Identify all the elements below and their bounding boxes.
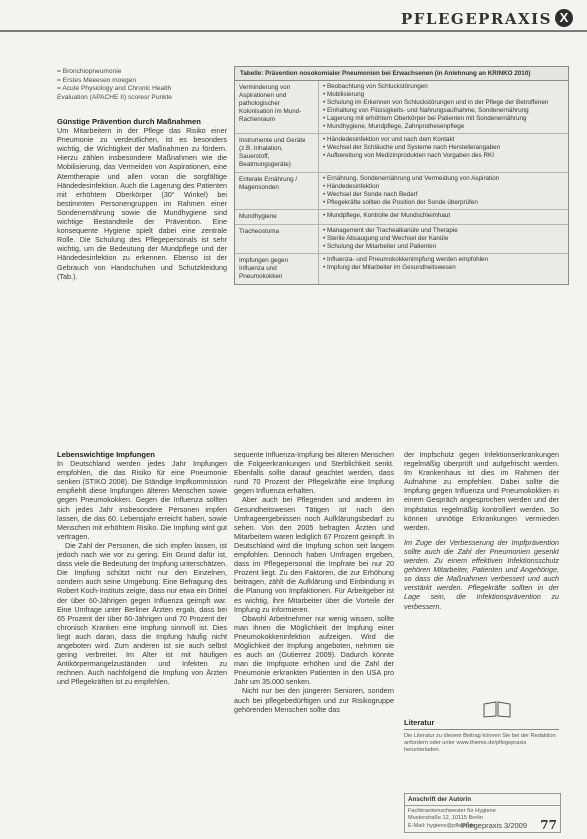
table-item: • Wechsel der Schläuche und Systeme nach Herstellerangaben: [323, 144, 564, 152]
list-item: = Bronchiopneumonie: [57, 68, 122, 75]
table-row-items: [319, 254, 568, 284]
journal-brand: PFLEGEPRAXIS: [400, 10, 552, 28]
table-item: • Aufbereitung von Medizinprodukten nach Vorgaben des RKI: [323, 152, 564, 160]
table-item: • Einhaltung von Flüssigkeits- und Nahrungsaufnahme, Sondenernährung: [323, 107, 564, 115]
table-item: • Händedesinfektion vor und nach dem Kontakt: [323, 136, 564, 144]
address-line: Fachkrankenschwester für Hygiene: [408, 808, 496, 815]
table-item: • Schulung der Mitarbeiter und Patienten: [323, 243, 564, 251]
table-row-label: Enterale Ernährung / Magensonden: [235, 173, 319, 209]
table-item: • Wechsel der Sonde nach Bedarf: [323, 191, 564, 199]
paragraph: Aber auch bei Pflegenden und anderen im Gesundheitswesen Tätigen ist nach den Umfrageergebnissen noch Aufklärungsbedarf zu sehen. Von den 2005 befragten Ärzten und Mitarbeitern waren lediglich 67 Prozent geimpft. In Deutschland wird die Impfung schon seit langem empfohlen. Dennoch haben Umfragen ergeben, dass im Pflegepersonal die Impfrate bei nur 20 Prozent liegt. Zu den Faktoren, die zur Erhöhung beitragen, zählt die Aufklärung und Einbindung in die Planung von Impfaktionen. Für Arbeitgeber ist es wichtig, ihre Mitarbeiter über die Vorteile der Impfung zu informieren.: [234, 495, 394, 614]
close-icon[interactable]: X: [555, 9, 573, 27]
paragraph: sequente Influenza-Impfung bei älteren Menschen die Folgeerkrankungen und Sterblichkeit senkt. Ebenfalls sollte darauf geachtet werden, dass rund 70 Prozent der Pflegekräfte eine Impfung gegen Influenza erhalten.: [234, 450, 394, 496]
table-row-label: Tracheostoma: [235, 225, 319, 253]
table-item: • Mobilisierung: [323, 91, 564, 99]
table-row-label: Mundhygiene: [235, 210, 319, 224]
table-row-items: [319, 210, 568, 224]
list-item: Evaluation (APACHE II) scoresr Punkte: [57, 93, 172, 101]
section-heading: Günstige Prävention durch Maßnahmen: [57, 117, 201, 126]
table-row: [235, 173, 568, 210]
table-row-label: Impfungen gegen Influenza und Pneumokokken: [235, 254, 319, 284]
table-item: • Pflegekräfte sollten die Position der Sonde überprüfen: [323, 199, 564, 207]
column-1-bottom: [57, 446, 227, 816]
table-item: • Management der Trachealkanüle und Therapie: [323, 227, 564, 235]
table-row-label: Instrumente und Geräte (z.B. Inhalation, Sauerstoff, Beatmungsgeräte): [235, 134, 319, 172]
table-row: [235, 134, 568, 173]
table-item: • Lagerung mit erhöhtem Oberkörper bei Patienten mit Sondenernährung: [323, 115, 564, 123]
address-title: Anschrift der Autorin: [405, 794, 560, 806]
paragraph: Nicht nur bei den jüngeren Senioren, sondern auch bei pflegebedürftigen und zur Risikogruppe gehörenden Menschen sollte das: [234, 686, 394, 714]
table-item: • Mundpflege, Kontrolle der Mundschleimhaut: [323, 212, 564, 220]
paragraph: In Deutschland werden jedes Jahr Impfungen empfohlen, die das Risiko für eine Pneumonie senken (STIKO 2008). Die Ständige Impfkommission empfiehlt diese Impfungen älteren Menschen sowie gegen Pneumokokken. Gegen die Influenza sollten sich jedes Jahr insbesondere Personen impfen lassen, die das 60. Lebensjahr erreicht haben, sowie Menschen mit erhöhtem Risiko. Die Impfung wird gut vertragen.: [57, 459, 227, 541]
table-item: • Schulung im Erkennen von Schluckstörungen und in der Pflege der Betroffenen: [323, 99, 564, 107]
column-1-top: [57, 113, 227, 443]
prevention-table: [234, 66, 569, 285]
literature-box: [404, 718, 559, 755]
journal-issue: Pflegepraxis 3/2009: [460, 821, 527, 830]
summary-paragraph: Im Zuge der Verbesserung der Impfprävention sollte auch die Zahl der Pneumonien gesenkt werden. Zu einem effektiven Infektionsschutz gehören Mitarbeiter, Patienten und Angehörige, so dass die Maßnahmen verbessert und auch verstärkt werden. Pflegekräfte sollten in der Lage sein, die Infektionsprävention zu verbessern.: [404, 537, 559, 611]
table-item: • Ernährung, Sondenernährung und Vermeidung von Aspiration: [323, 175, 564, 183]
table-row-items: [319, 225, 568, 253]
book-icon: [482, 700, 512, 718]
column-3: [404, 450, 559, 690]
address-line: Musterstraße 12, 10115 Berlin: [408, 815, 483, 822]
literature-title: Literatur: [404, 718, 559, 730]
paragraph: Die Zahl der Personen, die sich impfen lassen, ist jedoch nach wie vor zu gering. Ein Grund dafür ist, dass viele die Bedeutung der Impfung unterschätzen. Die Impfung schützt nicht nur den Einzelnen, sondern auch seine Umgebung. Eine Befragung des Robert Koch-Instituts zeigte, dass nur etwa ein Drittel der über 60-Jährigen gegen Influenza geimpft war. Eine Umfrage unter Berliner Ärzten ergab, dass bei 65 Prozent der über 60-Jährigen und 70 Prozent der chronisch Kranken eine Impfung sinnvoll ist. Dies liegt auch daran, dass die Impfung häufig nicht angeboten wird. Zum anderen ist sie auch selbst gering verbreitet. Im Alter ist mit häufigen Antikörpermangelzuständen und Infekten zu rechnen. Auch nachfolgend die Impfung von Ärzten und Pflegekräften ist zu empfehlen.: [57, 540, 227, 687]
table-item: • Händedesinfektion: [323, 183, 564, 191]
table-item: • Influenza- und Pneumokokkenimpfung werden empfohlen: [323, 256, 564, 264]
paragraph: Um Mitarbeitern in der Pflege das Risiko einer Pneumonie zu verdeutlichen, ist es besonders wichtig, die Wichtigkeit der Maßnahmen zu fördern. Hierzu zählen insbesondere Maßnahmen wie die Mobilisierung, das Vermeiden von Aspirationen, eine Atemtherapie und allen voran die sorgfältige Händedesinfektion. Auch die Lagerung des Patienten mit erhöhtem Oberkörper (30° Winkel) bei bestimmten Personengruppen im Rahmen einer Sondenernährung sowie die Mundhygiene sind wichtige Bestandteile der Prävention. Eine konsequente Hygiene spielt dabei eine zentrale Rolle. Die Schulung des Pflegepersonals ist sehr wichtig, um die Bedeutung der Mundpflege und der Händedesinfektion zu erkennen. Ebenso ist der Gebrauch von Handschuhen und Schutzkleidung (Tab.).: [57, 126, 227, 281]
table-row: [235, 210, 568, 225]
list-item: = Erstes Meeesen moegen: [57, 76, 136, 84]
table-title: Tabelle: Prävention nosokomialer Pneumonien bei Erwachsenen (in Anlehnung an KRINKO 2010): [235, 67, 568, 81]
address-line: E-Mail: hygiene@pflege.de: [408, 822, 476, 829]
table-item: • Sterile Absaugung und Wechsel der Kanüle: [323, 235, 564, 243]
paragraph: Obwohl Arbeitnehmer nur wenig wissen, sollte man ihnen die Möglichkeit der Impfung einer Pneumokokkeninfektion aufzeigen. Wird die Möglichkeit der Impfung angeboten, nehmen sie es auch an (Gutierrez 2009). Dadurch könnte man die Impfquote erhöhen und die Zahl der Pneumonie erkrankten Patienten in den USA pro Jahr um 35.000 senken.: [234, 613, 394, 687]
table-item: • Mundhygiene, Mundpflege, Zahnprothesenpflege: [323, 123, 564, 131]
table-row: [235, 81, 568, 134]
page-number: 77: [540, 818, 557, 832]
table-item: • Beobachtung von Schluckstörungen: [323, 83, 564, 91]
list-item: = Acute Physiology and Chronic Health: [57, 85, 172, 93]
paragraph: der Impfschutz gegen Infektionserkrankungen regelmäßig überprüft und aufgefrischt werden. Im Krankenhaus ist dies im Rahmen der Aufnahme zu empfehlen. Dabei sollte die Impfung gegen Influenza und Pneumokokken in einem Gespräch angesprochen werden und der Impfstatus regelmäßig kontrolliert werden. So können unnötige Erkrankungen vermieden werden.: [404, 450, 559, 532]
table-row-items: [319, 134, 568, 172]
header-rule: [0, 30, 587, 32]
table-row: [235, 225, 568, 254]
column-2: [234, 450, 394, 830]
table-body: [235, 81, 568, 284]
table-row: [235, 254, 568, 284]
table-row-items: [319, 173, 568, 209]
section-heading: Lebenswichtige Impfungen: [57, 450, 155, 459]
table-row-items: [319, 81, 568, 133]
table-item: • Impfung der Mitarbeiter im Gesundheitswesen: [323, 264, 564, 272]
intro-list: [57, 68, 227, 102]
table-row-label: Verminderung von Aspirationen und pathologischer Kolonisation im Mund-Rachenraum: [235, 81, 319, 133]
literature-text: Die Literatur zu diesem Beitrag können Sie bei der Redaktion anfordern oder unter www.thieme.de/pflegepraxis herunterladen.: [404, 733, 556, 754]
